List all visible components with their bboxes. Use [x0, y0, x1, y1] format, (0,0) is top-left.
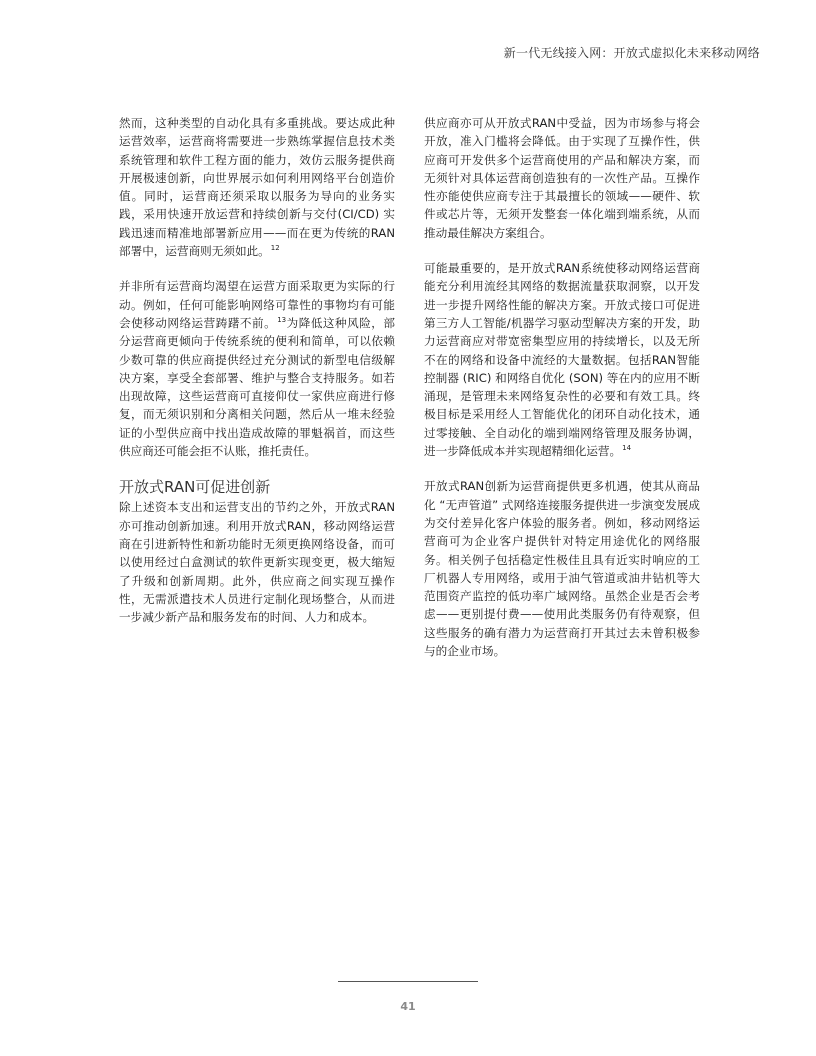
footnote-ref-12: 12 — [270, 244, 280, 253]
right-paragraph-1 — [424, 114, 700, 242]
left-paragraph-1-text: 然而，这种类型的自动化具有多重挑战。要达成此种运营效率，运营商将需要进一步熟练掌握信息技术类系统管理和软件工程方面的能力，效仿云服务提供商开展极速创新，向世界展示如何利用网络平台创造价值。同时，运营商还须采取以服务为导向的业务实践，采用快速开放运营和持续创新与交付(CI/CD) 实践迅速而精准地部署新应用——而在更为传统的RAN部署中，运营商则无须如此。 — [119, 116, 395, 259]
left-paragraph-2 — [119, 277, 395, 460]
left-column — [119, 114, 395, 626]
right-paragraph-3-text: 开放式RAN创新为运营商提供更多机遇，使其从商品化 “无声管道” 式网络连接服务提供进一步演变发展成为交付差异化客户体验的服务者。例如，移动网络运营商可为企业客户提供针对特定用途优化的网络服务。相关例子包括稳定性极佳且具有近实时响应的工厂机器人专用网络，或用于油气管道或油井钻机等大范围资产监控的低功率广域网络。虽然企业是否会考虑——更别提付费——使用此类服务仍有待观察，但这些服务的确有潜力为运营商打开其过去未曾积极参与的企业市场。 — [424, 479, 700, 659]
page-number: 41 — [400, 1000, 416, 1013]
footnote-ref-13: 13 — [277, 316, 287, 325]
footnote-ref-14: 14 — [622, 444, 632, 453]
right-paragraph-1-text: 供应商亦可从开放式RAN中受益，因为市场参与将会开放，准入门槛将会降低。由于实现了互操作性，供应商可开发供多个运营商使用的产品和解决方案，而无须针对具体运营商创造独有的一次性产品。互操作性亦能使供应商专注于其最擅长的领域——硬件、软件或芯片等，无须开发整套一体化端到端系统，从而推动最佳解决方案组合。 — [424, 116, 700, 240]
left-paragraph-3-text: 除上述资本支出和运营支出的节约之外，开放式RAN亦可推动创新加速。利用开放式RAN，移动网络运营商在引进新特性和新功能时无须更换网络设备，而可以使用经过白盒测试的软件更新实现变更，极大缩短了升级和创新周期。此外，供应商之间实现互操作性，无需派遣技术人员进行定制化现场整合，从而进一步减少新产品和服务发布的时间、人力和成本。 — [119, 500, 395, 625]
left-paragraph-1 — [119, 114, 395, 260]
left-paragraph-2-text-b: 为降低这种风险，部分运营商更倾向于传统系统的便利和简单，可以依赖少数可靠的供应商提供经过充分测试的新型电信级解决方案，享受全套部署、维护与整合支持服务。如若出现故障，这些运营商可直接仰仗一家供应商进行修复，而无须识别和分离相关问题，然后从一堆未经验证的小型供应商中找出造成故障的罪魁祸首，而这些供应商还可能会拒不认账，推托责任。 — [119, 315, 395, 459]
running-header: 新一代无线接入网：开放式虚拟化未来移动网络 — [503, 46, 760, 60]
section-heading: 开放式RAN可促进创新 — [119, 478, 271, 497]
right-paragraph-2 — [424, 259, 700, 460]
footer-divider — [338, 981, 478, 982]
left-paragraph-2-text-a: 并非所有运营商均渴望在运营方面采取更为实际的行动。例如，任何可能影响网络可靠性的事物均有可能会使移动网络运营踌躇不前。 — [119, 279, 395, 330]
right-column — [424, 114, 700, 660]
left-paragraph-3 — [119, 498, 395, 626]
right-paragraph-2-text: 可能最重要的，是开放式RAN系统使移动网络运营商能充分利用流经其网络的数据流量获取洞察，以开发进一步提升网络性能的解决方案。开放式接口可促进第三方人工智能/机器学习驱动型解决方案的开发，助力运营商应对带宽密集型应用的持续增长，以及无所不在的网络和设备中流经的大量数据。包括RAN智能控制器 (RIC) 和网络自优化 (SON) 等在内的应用不断涌现，是管理未来网络复杂性的必要和有效工具。终极目标是采用经人工智能优化的闭环自动化技术，通过零接触、全自动化的端到端网络管理及服务协调，进一步降低成本并实现超精细化运营。 — [424, 261, 700, 459]
right-paragraph-3 — [424, 477, 700, 660]
